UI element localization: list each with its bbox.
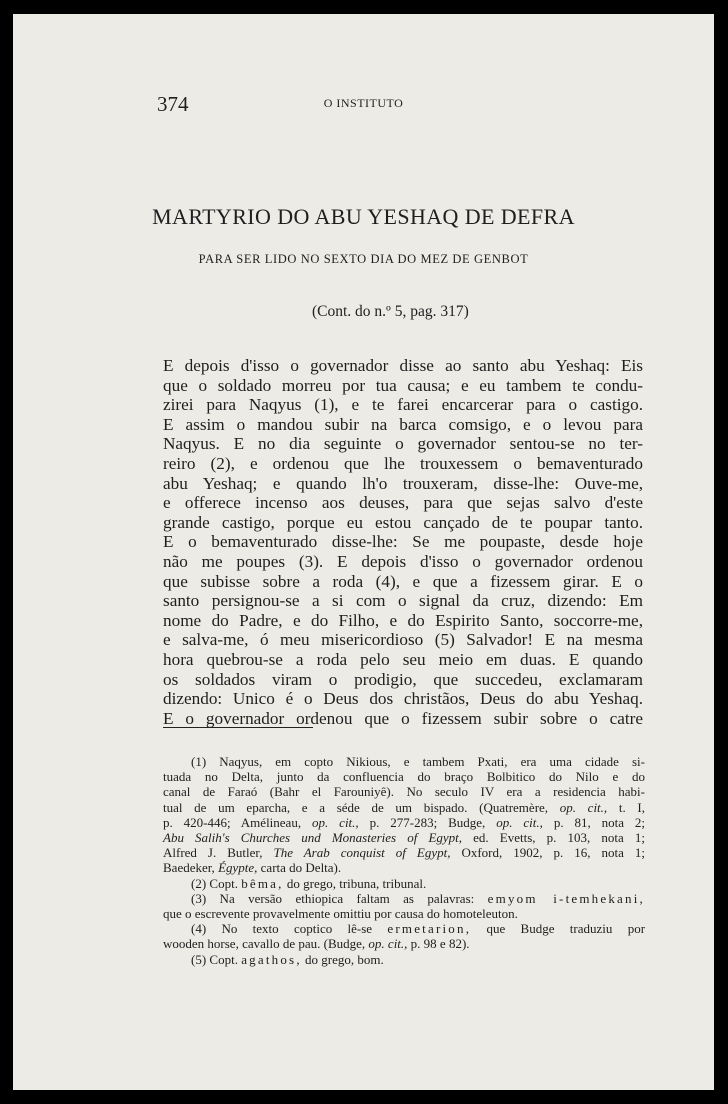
footnote-line: canal de Faraó (Bahr el Farouniyê). No seculo IV era a residencia habi-	[163, 784, 645, 800]
body-line: e offerece incenso aos deuses, para que sejas salvo d'este	[163, 493, 643, 513]
footnote-line: (1) Naqyus, em copto Nikious, e tambem Pxati, era uma cidade si-	[191, 754, 645, 769]
body-line: os soldados viram o prodigio, que succedeu, exclamaram	[163, 669, 643, 689]
footnote-line: tual de um eparcha, e a séde de um bispado. (Quatremère, op. cit., t. I,	[163, 799, 645, 815]
body-line: zirei para Naqyus (1), e te farei encarcerar para o castigo.	[163, 395, 643, 415]
footnote-line: (5) Copt. agathos, do grego, bom.	[191, 951, 384, 967]
footnote-line: (3) Na versão ethiopica faltam as palavras: emyom i-temhekani,	[191, 890, 645, 906]
body-line: grande castigo, porque eu estou cançado de te poupar tanto.	[163, 512, 643, 532]
continuation-note: (Cont. do n.º 5, pag. 317)	[312, 303, 469, 320]
article-title: MARTYRIO DO ABU YESHAQ DE DEFRA	[152, 204, 575, 229]
body-line: reiro (2), e ordenou que lhe trouxessem o bemaventurado	[163, 453, 643, 473]
body-line: e salva-me, ó meu misericordioso (5) Salvador! E na mesma	[163, 630, 643, 650]
body-line: não me poupes (3). E depois d'isso o governador ordenou	[163, 551, 643, 571]
body-line: santo persignou-se a si com o signal da cruz, dizendo: Em	[163, 591, 643, 611]
body-line: abu Yeshaq; e quando lh'o trouxeram, disse-lhe: Ouve-me,	[163, 473, 643, 493]
footnote-line: tuada no Delta, junto da confluencia do braço Bolbitico do Nilo e do	[163, 769, 645, 785]
footnote-line: Abu Salih's Churches und Monasteries of Egypt, ed. Evetts, p. 103, nota 1;	[163, 830, 646, 846]
body-line: que subisse sobre a roda (4), e que a fizessem girar. E o	[163, 571, 643, 591]
footnote-line: Alfred J. Butler, The Arab conquist of Egypt, Oxford, 1902, p. 16, nota 1;	[163, 845, 645, 861]
body-line: E assim o mandou subir na barca comsigo, e o levou para	[163, 414, 643, 434]
book-page	[13, 14, 714, 1090]
footnote-divider	[163, 727, 313, 728]
page-number: 374	[157, 92, 189, 116]
body-line: que o soldado morreu por tua causa; e eu tambem te condu-	[163, 375, 643, 395]
body-line: E o bemaventurado disse-lhe: Se me poupaste, desde hoje	[163, 532, 643, 552]
body-text	[163, 356, 643, 728]
footnote-line: que o escrevente provavelmente omittiu por causa do homoteleuton.	[163, 906, 518, 922]
footnote-line: wooden horse, cavallo de pau. (Budge, op. cit., p. 98 e 82).	[163, 936, 470, 952]
article-subtitle: PARA SER LIDO NO SEXTO DIA DO MEZ DE GENBOT	[198, 252, 529, 266]
journal-title: O INSTITUTO	[323, 96, 404, 110]
footnote-line: p. 420-446; Amélineau, op. cit., p. 277-283; Budge, op. cit., p. 81, nota 2;	[163, 814, 646, 830]
footnote-line: Baedeker, Égypte, carta do Delta).	[163, 860, 342, 876]
body-line: Naqyus. E no dia seguinte o governador sentou-se no ter-	[163, 434, 643, 454]
footnote-line: (4) No texto coptico lê-se ermetarion, que Budge traduziu por	[191, 921, 646, 937]
body-line: hora quebrou-se a roda pelo seu meio em duas. E quando	[163, 649, 643, 669]
footnote-line: (2) Copt. bêma, do grego, tribuna, tribunal.	[191, 875, 427, 891]
body-line: E o governador ordenou que o fizessem subir sobre o catre	[163, 708, 643, 728]
footnotes	[163, 754, 645, 967]
running-head	[13, 92, 714, 120]
body-line: E depois d'isso o governador disse ao santo abu Yeshaq: Eis	[163, 356, 643, 375]
body-line: dizendo: Unico é o Deus dos christãos, Deus do abu Yeshaq.	[163, 689, 643, 709]
body-line: nome do Padre, e do Filho, e do Espirito Santo, soccorre-me,	[163, 610, 643, 630]
